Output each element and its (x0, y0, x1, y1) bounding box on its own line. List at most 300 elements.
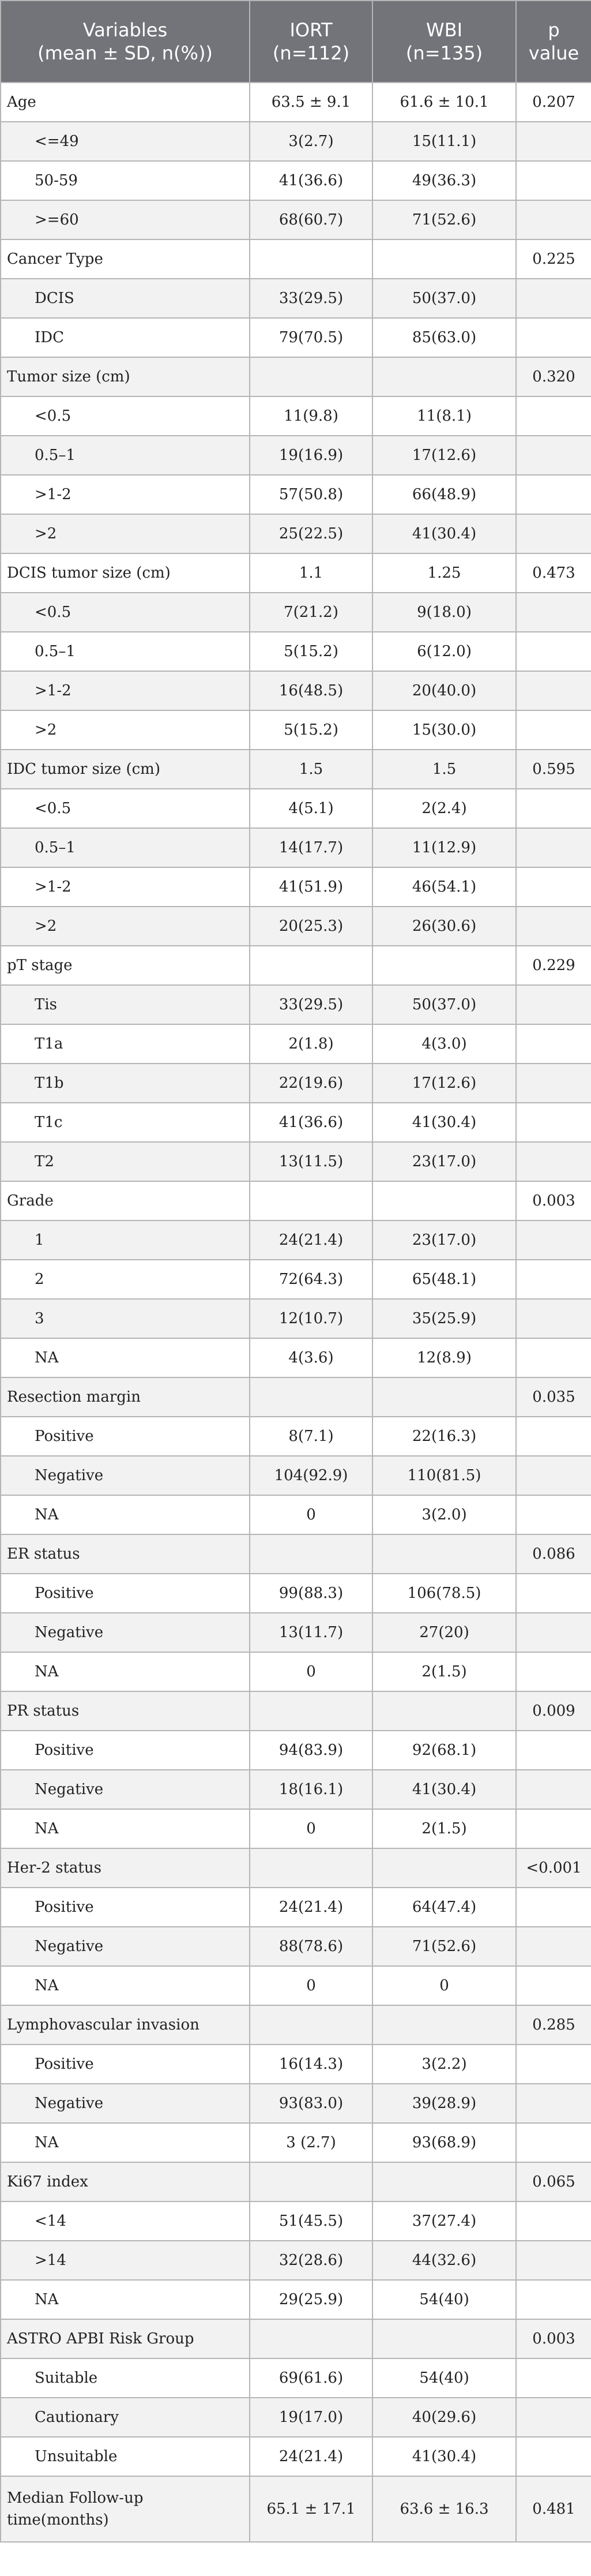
cell-variable: >1-2 (1, 671, 250, 710)
table-body (1, 83, 591, 2542)
table-row (1, 2437, 591, 2476)
cell-wbi: 49(36.3) (372, 161, 516, 200)
table-row (1, 200, 591, 239)
table-row (1, 83, 591, 122)
cell-iort: 32(28.6) (250, 2241, 372, 2280)
cell-wbi: 15(30.0) (372, 710, 516, 750)
cell-variable: T2 (1, 1142, 250, 1181)
table-row (1, 475, 591, 514)
cell-p-value (516, 1260, 591, 1299)
cell-wbi (372, 1848, 516, 1888)
cell-p-value (516, 907, 591, 946)
cell-p-value (516, 436, 591, 475)
cell-p-value: 0.003 (516, 1181, 591, 1220)
cell-p-value (516, 1142, 591, 1181)
cell-variable: Cancer Type (1, 239, 250, 279)
cell-variable: 0.5–1 (1, 436, 250, 475)
cell-iort: 8(7.1) (250, 1417, 372, 1456)
table-row (1, 1731, 591, 1770)
cell-wbi: 65(48.1) (372, 1260, 516, 1299)
cell-wbi: 40(29.6) (372, 2398, 516, 2437)
cell-p-value (516, 161, 591, 200)
cell-iort: 63.5 ± 9.1 (250, 83, 372, 122)
table-row (1, 750, 591, 789)
cell-p-value: 0.035 (516, 1377, 591, 1417)
cell-p-value: 0.473 (516, 553, 591, 593)
cell-variable: PR status (1, 1691, 250, 1731)
cell-variable: IDC tumor size (cm) (1, 750, 250, 789)
cell-iort: 51(45.5) (250, 2201, 372, 2241)
cell-wbi: 50(37.0) (372, 279, 516, 318)
cell-variable: 0.5–1 (1, 828, 250, 867)
cell-variable: NA (1, 1338, 250, 1377)
cell-iort: 3 (2.7) (250, 2123, 372, 2162)
table-row (1, 2476, 591, 2542)
cell-wbi: 3(2.2) (372, 2045, 516, 2084)
cell-wbi: 44(32.6) (372, 2241, 516, 2280)
cell-wbi: 71(52.6) (372, 200, 516, 239)
cell-wbi: 1.25 (372, 553, 516, 593)
cell-iort: 18(16.1) (250, 1770, 372, 1809)
table-row (1, 1809, 591, 1848)
cell-variable: Cautionary (1, 2398, 250, 2437)
cell-variable: >1-2 (1, 867, 250, 907)
cell-p-value (516, 1456, 591, 1495)
header-wbi-line1: WBI (426, 19, 463, 41)
cell-wbi: 11(8.1) (372, 396, 516, 436)
table-row (1, 239, 591, 279)
cell-iort (250, 1534, 372, 1574)
cell-wbi: 39(28.9) (372, 2084, 516, 2123)
cell-p-value (516, 2398, 591, 2437)
cell-p-value: 0.320 (516, 357, 591, 396)
cell-p-value (516, 1966, 591, 2005)
cell-p-value (516, 2201, 591, 2241)
table-row (1, 1377, 591, 1417)
header-iort-line1: IORT (289, 19, 333, 41)
cell-iort: 29(25.9) (250, 2280, 372, 2319)
table-row (1, 1338, 591, 1377)
cell-p-value: 0.009 (516, 1691, 591, 1731)
cell-p-value: 0.595 (516, 750, 591, 789)
cell-p-value (516, 1574, 591, 1613)
table-row (1, 1848, 591, 1888)
table-row (1, 1260, 591, 1299)
cell-iort: 0 (250, 1652, 372, 1691)
cell-wbi (372, 1181, 516, 1220)
cell-iort: 24(21.4) (250, 1220, 372, 1260)
table-row (1, 593, 591, 632)
cell-variable: >2 (1, 710, 250, 750)
cell-wbi: 66(48.9) (372, 475, 516, 514)
cell-variable: >14 (1, 2241, 250, 2280)
table-row (1, 2319, 591, 2358)
cell-variable: Negative (1, 1770, 250, 1809)
table-row (1, 514, 591, 553)
cell-p-value (516, 514, 591, 553)
cell-wbi: 50(37.0) (372, 985, 516, 1024)
cell-wbi: 23(17.0) (372, 1220, 516, 1260)
cell-variable: 3 (1, 1299, 250, 1338)
cell-variable: >2 (1, 907, 250, 946)
cell-wbi: 27(20) (372, 1613, 516, 1652)
table-row (1, 1299, 591, 1338)
cell-wbi: 12(8.9) (372, 1338, 516, 1377)
cell-iort: 12(10.7) (250, 1299, 372, 1338)
cell-iort (250, 2162, 372, 2201)
cell-iort: 0 (250, 1966, 372, 2005)
cell-p-value (516, 200, 591, 239)
cell-iort: 41(51.9) (250, 867, 372, 907)
cell-iort: 4(5.1) (250, 789, 372, 828)
cell-p-value (516, 1024, 591, 1064)
cell-p-value (516, 867, 591, 907)
cell-iort: 41(36.6) (250, 161, 372, 200)
table-row (1, 357, 591, 396)
cell-p-value: 0.225 (516, 239, 591, 279)
cell-wbi: 4(3.0) (372, 1024, 516, 1064)
cell-p-value (516, 710, 591, 750)
cell-p-value (516, 789, 591, 828)
cell-variable: Lymphovascular invasion (1, 2005, 250, 2045)
cell-wbi: 2(1.5) (372, 1652, 516, 1691)
table-row (1, 1220, 591, 1260)
cell-variable: >2 (1, 514, 250, 553)
cell-wbi (372, 1534, 516, 1574)
cell-iort: 94(83.9) (250, 1731, 372, 1770)
table-row (1, 161, 591, 200)
header-iort (250, 1, 372, 83)
cell-wbi (372, 2005, 516, 2045)
cell-variable: Tis (1, 985, 250, 1024)
cell-variable: Positive (1, 2045, 250, 2084)
cell-iort: 93(83.0) (250, 2084, 372, 2123)
header-iort-line2: (n=112) (272, 42, 350, 64)
table-row (1, 122, 591, 161)
cell-p-value (516, 1417, 591, 1456)
cell-iort (250, 1848, 372, 1888)
cell-wbi: 54(40) (372, 2280, 516, 2319)
cell-p-value (516, 396, 591, 436)
cell-wbi: 93(68.9) (372, 2123, 516, 2162)
cell-variable: Median Follow-up time(months) (1, 2476, 250, 2542)
cell-p-value (516, 2084, 591, 2123)
cell-iort: 25(22.5) (250, 514, 372, 553)
cell-p-value (516, 1731, 591, 1770)
cell-wbi: 63.6 ± 16.3 (372, 2476, 516, 2542)
cell-wbi: 85(63.0) (372, 318, 516, 357)
cell-iort (250, 1181, 372, 1220)
table-row (1, 1495, 591, 1534)
cell-wbi (372, 1691, 516, 1731)
cell-iort: 88(78.6) (250, 1927, 372, 1966)
cell-p-value (516, 985, 591, 1024)
cell-p-value (516, 1103, 591, 1142)
cell-wbi: 2(2.4) (372, 789, 516, 828)
table-row (1, 1181, 591, 1220)
cell-p-value (516, 318, 591, 357)
cell-p-value (516, 1888, 591, 1927)
header-wbi-line2: (n=135) (405, 42, 483, 64)
cell-iort: 20(25.3) (250, 907, 372, 946)
cell-p-value (516, 1770, 591, 1809)
cell-variable: Negative (1, 2084, 250, 2123)
cell-variable: <0.5 (1, 789, 250, 828)
table-row (1, 2358, 591, 2398)
cell-iort: 24(21.4) (250, 1888, 372, 1927)
table-row (1, 1417, 591, 1456)
table-row (1, 1770, 591, 1809)
cell-wbi: 6(12.0) (372, 632, 516, 671)
cell-variable: Grade (1, 1181, 250, 1220)
cell-iort: 104(92.9) (250, 1456, 372, 1495)
cell-p-value (516, 1338, 591, 1377)
cell-p-value (516, 2358, 591, 2398)
cell-variable: <0.5 (1, 593, 250, 632)
cell-p-value (516, 2280, 591, 2319)
header-p-value-line2: value (528, 42, 579, 64)
table-row (1, 1652, 591, 1691)
cell-iort: 19(17.0) (250, 2398, 372, 2437)
cell-iort: 5(15.2) (250, 710, 372, 750)
table-row (1, 710, 591, 750)
table-row (1, 985, 591, 1024)
table-row (1, 1534, 591, 1574)
cell-variable: Negative (1, 1456, 250, 1495)
cell-wbi: 20(40.0) (372, 671, 516, 710)
cell-wbi (372, 2319, 516, 2358)
cell-wbi: 54(40) (372, 2358, 516, 2398)
table-row (1, 867, 591, 907)
cell-wbi (372, 239, 516, 279)
cell-iort (250, 2319, 372, 2358)
table-row (1, 279, 591, 318)
cell-iort: 72(64.3) (250, 1260, 372, 1299)
cell-variable: Negative (1, 1613, 250, 1652)
table-row (1, 553, 591, 593)
table-row (1, 2162, 591, 2201)
cell-variable: T1b (1, 1064, 250, 1103)
cell-p-value: 0.285 (516, 2005, 591, 2045)
cell-variable: T1a (1, 1024, 250, 1064)
cell-p-value: 0.229 (516, 946, 591, 985)
table-row (1, 1024, 591, 1064)
table-row (1, 907, 591, 946)
cell-wbi: 110(81.5) (372, 1456, 516, 1495)
cell-variable: Resection margin (1, 1377, 250, 1417)
cell-wbi: 61.6 ± 10.1 (372, 83, 516, 122)
table-row (1, 2280, 591, 2319)
cell-iort: 3(2.7) (250, 122, 372, 161)
cell-p-value (516, 632, 591, 671)
cell-wbi: 3(2.0) (372, 1495, 516, 1534)
cell-variable: Tumor size (cm) (1, 357, 250, 396)
cell-iort (250, 357, 372, 396)
cell-wbi (372, 946, 516, 985)
cell-iort: 33(29.5) (250, 279, 372, 318)
cell-variable: pT stage (1, 946, 250, 985)
cell-variable: <0.5 (1, 396, 250, 436)
table-row (1, 1691, 591, 1731)
header-row (1, 1, 591, 83)
cell-iort: 13(11.7) (250, 1613, 372, 1652)
table-row (1, 2005, 591, 2045)
cell-wbi: 1.5 (372, 750, 516, 789)
cell-iort: 5(15.2) (250, 632, 372, 671)
cell-p-value: 0.481 (516, 2476, 591, 2542)
cell-wbi: 0 (372, 1966, 516, 2005)
table-row (1, 1888, 591, 1927)
cell-p-value (516, 2123, 591, 2162)
cell-iort (250, 2005, 372, 2045)
header-wbi (372, 1, 516, 83)
header-variables-line1: Variables (82, 19, 168, 41)
header-p-value (516, 1, 591, 83)
cell-variable: >1-2 (1, 475, 250, 514)
table-row (1, 1142, 591, 1181)
table-row (1, 2241, 591, 2280)
table-row (1, 2123, 591, 2162)
cell-iort: 24(21.4) (250, 2437, 372, 2476)
table-row (1, 2398, 591, 2437)
table-row (1, 436, 591, 475)
cell-iort: 68(60.7) (250, 200, 372, 239)
cell-iort: 33(29.5) (250, 985, 372, 1024)
cell-p-value: <0.001 (516, 1848, 591, 1888)
cell-wbi: 41(30.4) (372, 1770, 516, 1809)
cell-iort (250, 239, 372, 279)
table-row (1, 2045, 591, 2084)
cell-p-value (516, 1613, 591, 1652)
table-row (1, 946, 591, 985)
cell-wbi (372, 2162, 516, 2201)
cell-iort: 57(50.8) (250, 475, 372, 514)
cell-wbi: 41(30.4) (372, 1103, 516, 1142)
table-row (1, 1574, 591, 1613)
cell-iort: 19(16.9) (250, 436, 372, 475)
table-row (1, 671, 591, 710)
table-row (1, 632, 591, 671)
cell-iort: 7(21.2) (250, 593, 372, 632)
cell-iort: 11(9.8) (250, 396, 372, 436)
cell-variable: <=49 (1, 122, 250, 161)
table-row (1, 1966, 591, 2005)
table-row (1, 2084, 591, 2123)
cell-variable: Her-2 status (1, 1848, 250, 1888)
header-p-value-line1: p (548, 19, 560, 41)
cell-variable: NA (1, 1809, 250, 1848)
cell-variable: >=60 (1, 200, 250, 239)
table-row (1, 318, 591, 357)
cell-p-value: 0.207 (516, 83, 591, 122)
cell-wbi: 106(78.5) (372, 1574, 516, 1613)
cell-p-value (516, 671, 591, 710)
cell-wbi: 35(25.9) (372, 1299, 516, 1338)
cell-wbi: 41(30.4) (372, 2437, 516, 2476)
cell-variable: ER status (1, 1534, 250, 1574)
cell-p-value (516, 1927, 591, 1966)
table-header (1, 1, 591, 83)
cell-p-value (516, 1495, 591, 1534)
cell-variable: DCIS (1, 279, 250, 318)
cell-iort: 22(19.6) (250, 1064, 372, 1103)
cell-iort: 0 (250, 1809, 372, 1848)
cell-p-value: 0.065 (516, 2162, 591, 2201)
cell-iort: 0 (250, 1495, 372, 1534)
cell-p-value (516, 2045, 591, 2084)
cell-iort: 16(14.3) (250, 2045, 372, 2084)
cell-variable: NA (1, 1966, 250, 2005)
cell-variable: 0.5–1 (1, 632, 250, 671)
cell-iort: 41(36.6) (250, 1103, 372, 1142)
cell-variable: ASTRO APBI Risk Group (1, 2319, 250, 2358)
cell-iort (250, 1691, 372, 1731)
cell-iort: 79(70.5) (250, 318, 372, 357)
cell-iort: 69(61.6) (250, 2358, 372, 2398)
cell-variable: Positive (1, 1417, 250, 1456)
cell-p-value (516, 1652, 591, 1691)
cell-p-value (516, 593, 591, 632)
cell-iort: 4(3.6) (250, 1338, 372, 1377)
cell-wbi: 46(54.1) (372, 867, 516, 907)
table-row (1, 396, 591, 436)
cell-iort: 65.1 ± 17.1 (250, 2476, 372, 2542)
cell-p-value (516, 1064, 591, 1103)
table-row (1, 789, 591, 828)
header-variables (1, 1, 250, 83)
cell-p-value (516, 2241, 591, 2280)
cell-variable: Positive (1, 1888, 250, 1927)
table-row (1, 1064, 591, 1103)
cell-p-value (516, 1220, 591, 1260)
cell-variable: NA (1, 1495, 250, 1534)
cell-variable: <14 (1, 2201, 250, 2241)
cell-wbi: 64(47.4) (372, 1888, 516, 1927)
cell-p-value (516, 122, 591, 161)
cell-wbi: 23(17.0) (372, 1142, 516, 1181)
cell-wbi: 92(68.1) (372, 1731, 516, 1770)
cell-wbi: 9(18.0) (372, 593, 516, 632)
cell-variable: NA (1, 1652, 250, 1691)
cell-variable: Unsuitable (1, 2437, 250, 2476)
cell-p-value (516, 1299, 591, 1338)
cell-variable: T1c (1, 1103, 250, 1142)
cell-p-value: 0.003 (516, 2319, 591, 2358)
cell-wbi: 17(12.6) (372, 436, 516, 475)
cell-iort: 1.5 (250, 750, 372, 789)
cell-wbi: 71(52.6) (372, 1927, 516, 1966)
cell-variable: Positive (1, 1731, 250, 1770)
cell-variable: Age (1, 83, 250, 122)
cell-p-value: 0.086 (516, 1534, 591, 1574)
cell-p-value (516, 2437, 591, 2476)
cell-wbi: 15(11.1) (372, 122, 516, 161)
table-row (1, 828, 591, 867)
table-row (1, 1613, 591, 1652)
cell-variable: Ki67 index (1, 2162, 250, 2201)
cell-wbi (372, 1377, 516, 1417)
cell-wbi: 41(30.4) (372, 514, 516, 553)
cell-variable: 1 (1, 1220, 250, 1260)
cell-wbi: 11(12.9) (372, 828, 516, 867)
cell-iort: 13(11.5) (250, 1142, 372, 1181)
cell-variable: NA (1, 2123, 250, 2162)
cell-iort: 1.1 (250, 553, 372, 593)
cell-variable: Negative (1, 1927, 250, 1966)
cell-iort: 14(17.7) (250, 828, 372, 867)
cell-wbi: 37(27.4) (372, 2201, 516, 2241)
cell-variable: 2 (1, 1260, 250, 1299)
